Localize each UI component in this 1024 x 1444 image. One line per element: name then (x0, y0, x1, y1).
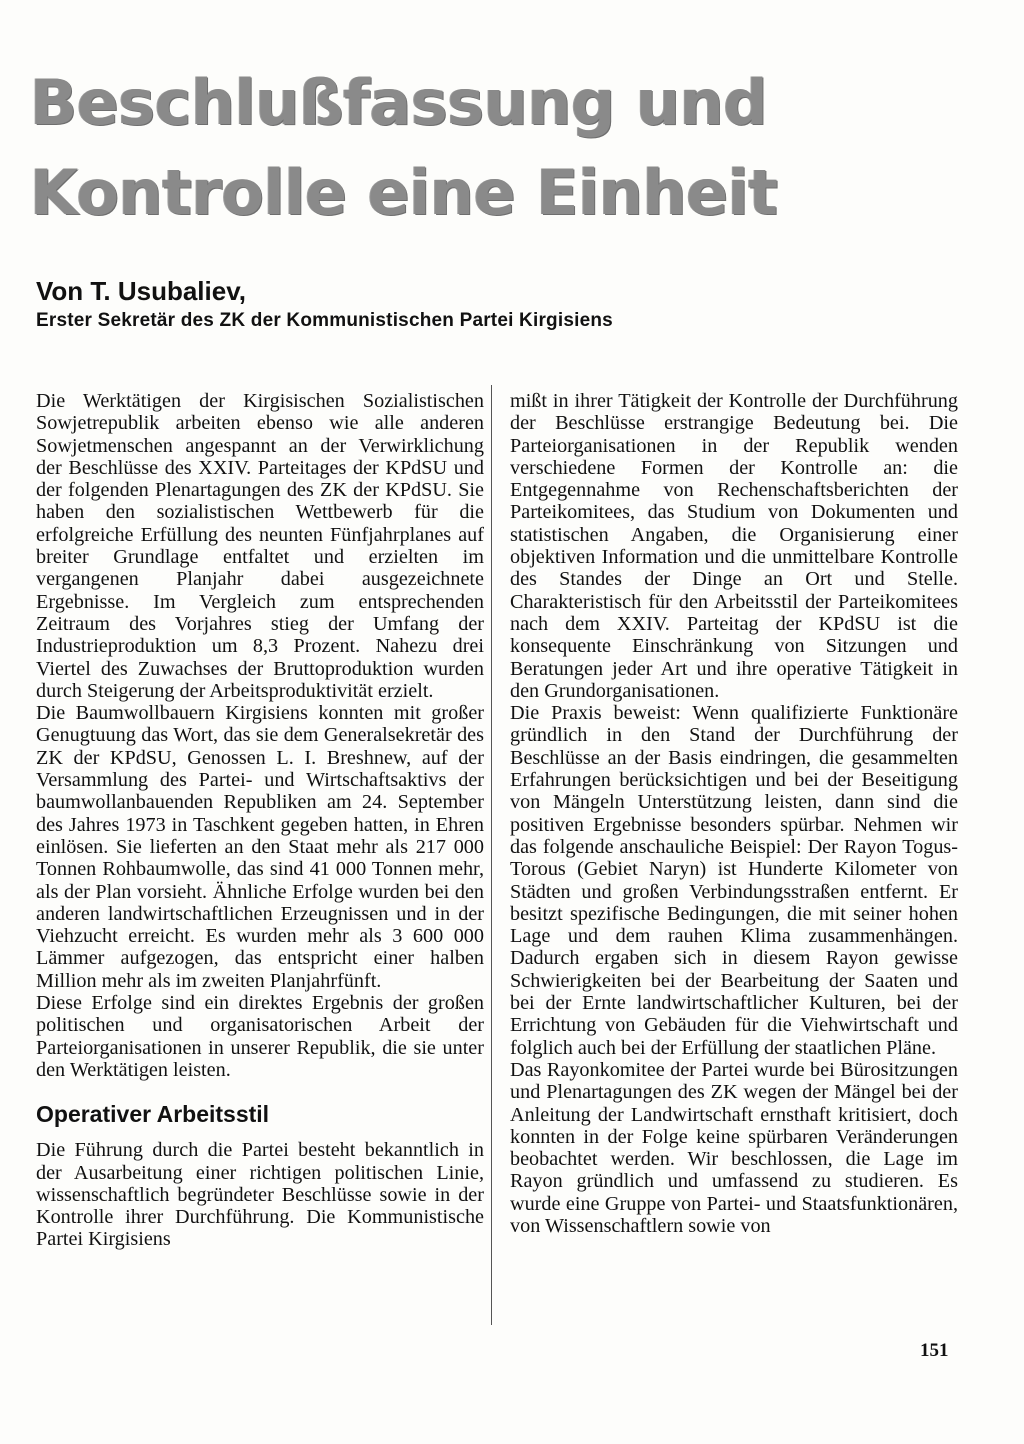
author-name: Von T. Usubaliev, (36, 276, 246, 306)
article-title (30, 58, 930, 238)
paragraph: Die Führung durch die Partei besteht bekanntlich in der Ausarbeitung einer richtigen politischen Linie, wissenschaftlich begründeter Beschlüsse sowie in der Kontrolle ihrer Durchführung. Die Kommunistische Partei Kirgisiens (36, 1139, 484, 1251)
title-line-2: Kontrolle eine Einheit (30, 156, 778, 229)
left-column (36, 390, 484, 1251)
column-divider (491, 385, 492, 1325)
paragraph: Die Werktätigen der Kirgisischen Sozialistischen Sowjetrepublik arbeiten ebenso wie alle anderen Sowjetmenschen angespannt an der Verwirklichung der Beschlüsse des XXIV. Parteitages der KPdSU und der folgenden Plenartagungen des ZK der KPdSU. Sie haben den sozialistischen Wettbewerb für die erfolgreiche Erfüllung des neunten Fünfjahrplanes auf breiter Grundlage entfaltet und erzielten im vergangenen Planjahr dabei ausgezeichnete Ergebnisse. Im Vergleich zum entsprechenden Zeitraum des Vorjahres stieg der Umfang der Industrieproduktion um 8,3 Prozent. Nahezu drei Viertel des Zuwachses der Bruttoproduktion wurden durch Steigerung der Arbeitsproduktivität erzielt. (36, 390, 484, 702)
paragraph: Die Praxis beweist: Wenn qualifizierte Funktionäre gründlich in den Stand der Durchführung der Beschlüsse an der Basis eindringen, die gesammelten Erfahrungen berücksichtigen und bei der Beseitigung von Mängeln Unterstützung leisten, dann sind die positiven Ergebnisse besonders spürbar. Nehmen wir das folgende anschauliche Beispiel: Der Rayon Togus-Torous (Gebiet Naryn) ist Hunderte Kilometer von Städten und großen Verbindungsstraßen entfernt. Er besitzt spezifische Bedingungen, die mit seiner hohen Lage und dem rauhen Klima zusammenhängen. Dadurch ergaben sich in diesem Rayon gewisse Schwierigkeiten bei der Bearbeitung der Saaten und bei der Ernte landwirtschaftlicher Kulturen, bei der Errichtung von Gebäuden für die Viehwirtschaft und folglich auch bei der Erfüllung der staatlichen Pläne. (510, 702, 958, 1059)
paragraph: Das Rayonkomitee der Partei wurde bei Bürositzungen und Plenartagungen des ZK wegen der Mängel bei der Anleitung der Landwirtschaft ernsthaft kritisiert, doch konnten in der Folge keine spürbaren Veränderungen beobachtet werden. Wir beschlossen, die Lage im Rayon gründlich und umfassend zu studieren. Es wurde eine Gruppe von Partei- und Staatsfunktionären, von Wissenschaftlern sowie von (510, 1058, 958, 1237)
page-number: 151 (920, 1340, 949, 1361)
right-column (510, 390, 958, 1237)
paragraph: mißt in ihrer Tätigkeit der Kontrolle der Durchführung der Beschlüsse erstrangige Bedeutung bei. Die Parteiorganisationen in der Republik wenden verschiedene Formen der Kontrolle an: die Entgegennahme von Rechenschaftsberichten der Parteikomitees, das Studium von Dokumenten und statistischen Angaben, die Organisierung einer objektiven Information und die unmittelbare Kontrolle des Standes der Dinge an Ort und Stelle. Charakteristisch für den Arbeitsstil der Parteikomitees nach dem XXIV. Parteitag der KPdSU ist die konsequente Einschränkung von Sitzungen und Beratungen jeder Art und ihre operative Tätigkeit in den Grundorganisationen. (510, 390, 958, 702)
title-line-1: Beschlußfassung und (30, 66, 768, 139)
paragraph: Diese Erfolge sind ein direktes Ergebnis der großen politischen und organisatorischen Arbeit der Parteiorganisationen in unserer Republik, die sie unter den Werktätigen leisten. (36, 992, 484, 1081)
author-role: Erster Sekretär des ZK der Kommunistischen Partei Kirgisiens (36, 310, 613, 331)
paragraph: Die Baumwollbauern Kirgisiens konnten mit großer Genugtuung das Wort, das sie dem Generalsekretär des ZK der KPdSU, Genossen L. I. Breshnew, auf der Versammlung des Partei- und Wirtschaftsaktivs der baumwollanbauenden Republiken am 24. September des Jahres 1973 in Taschkent gegeben hatten, in Ehren einlösen. Sie lieferten an den Staat mehr als 217 000 Tonnen Rohbaumwolle, das sind 41 000 Tonnen mehr, als der Plan vorsieht. Ähnliche Erfolge wurden bei den anderen landwirtschaftlichen Erzeugnissen und in der Viehzucht erreicht. Es wurden mehr als 3 600 000 Lämmer aufgezogen, das entspricht einer halben Million mehr als im zweiten Planjahrfünft. (36, 702, 484, 992)
section-heading: Operativer Arbeitsstil (36, 1101, 270, 1128)
